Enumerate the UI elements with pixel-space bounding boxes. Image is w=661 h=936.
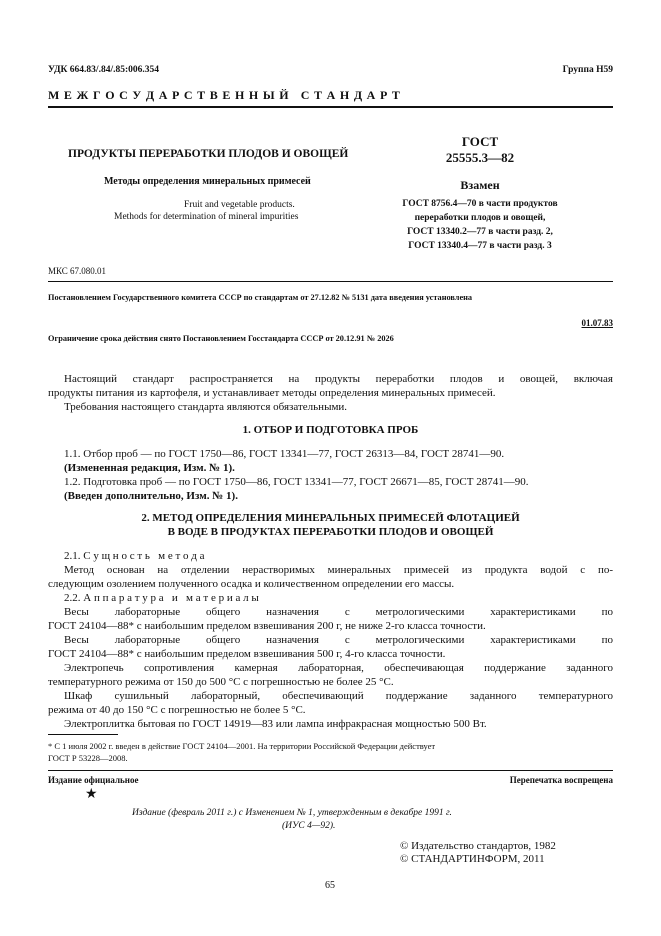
official-edition: Издание официальное xyxy=(48,775,139,785)
decree-date: 01.07.83 xyxy=(581,318,613,328)
stove-line: Электроплитка бытовая по ГОСТ 14919—83 или лампа инфракрасная мощностью 500 Вт. xyxy=(64,718,487,730)
oven-line2: режима от 40 до 150 °С с погрешностью не более 5 °С. xyxy=(48,704,306,716)
section1-item2-note: (Введен дополнительно, Изм. № 1). xyxy=(64,490,238,502)
mks-rule xyxy=(48,281,613,282)
restriction-text: Ограничение срока действия снято Постановлением Госстандарта СССР от 20.12.91 № 2026 xyxy=(48,334,394,343)
replaces-line: ГОСТ 13340.2—77 в части разд. 2, xyxy=(407,227,553,237)
header-rule xyxy=(48,106,613,108)
section1-item1: 1.1. Отбор проб — по ГОСТ 1750—86, ГОСТ 13341—77, ГОСТ 26313—84, ГОСТ 28741—90. xyxy=(64,448,505,460)
decree-text: Постановлением Государственного комитета СССР по стандартам от 27.12.82 № 5131 дата введения установлена xyxy=(48,293,473,302)
intro-mandatory: Требования настоящего стандарта являются обязательными. xyxy=(64,401,348,413)
scales2-line1: Весы лабораторные общего назначения с метрологическими характеристиками по xyxy=(64,634,613,646)
udk-code: УДК 664.83/.84/.85:006.354 xyxy=(48,65,160,75)
copyright-1982: © Издательство стандартов, 1982 xyxy=(400,840,556,852)
section2-1-title: 2.1. С у щ н о с т ь м е т о д а xyxy=(64,550,205,562)
gost-label: ГОСТ xyxy=(461,134,499,149)
footnote-rule xyxy=(48,734,118,735)
edition-note: Издание (февраль 2011 г.) с Изменением № 1, утвержденным в декабре 1991 г. xyxy=(132,808,452,818)
replaces-label: Взамен xyxy=(460,178,500,192)
copyright-2011: © СТАНДАРТИНФОРМ, 2011 xyxy=(400,853,545,865)
furnace-line1: Электропечь сопротивления камерная лабораторная, обеспечивающая поддержание заданного xyxy=(64,662,613,674)
footnote-line1: * С 1 июля 2002 г. введен в действие ГОСТ 24104—2001. На территории Российской Федерации действует xyxy=(48,741,436,751)
group-code: Группа Н59 xyxy=(562,65,613,75)
method-line1: Метод основан на отделении нерастворимых минеральных примесей из продукта водой с по- xyxy=(64,564,613,576)
section2-heading-line1: 2. МЕТОД ОПРЕДЕЛЕНИЯ МИНЕРАЛЬНЫХ ПРИМЕСЕЙ ФЛОТАЦИЕЙ xyxy=(141,512,520,524)
section1-heading: 1. ОТБОР И ПОДГОТОВКА ПРОБ xyxy=(242,424,419,436)
section1-item2: 1.2. Подготовка проб — по ГОСТ 1750—86, ГОСТ 13341—77, ГОСТ 26671—85, ГОСТ 28741—90. xyxy=(64,476,529,488)
ius-note: (ИУС 4—92). xyxy=(282,821,336,831)
doc-subtitle: Методы определения минеральных примесей xyxy=(104,176,311,187)
section2-heading-line2: В ВОДЕ В ПРОДУКТАХ ПЕРЕРАБОТКИ ПЛОДОВ И ОВОЩЕЙ xyxy=(167,526,494,538)
section2-2-title: 2.2. А п п а р а т у р а и м а т е р и а л ы xyxy=(64,592,259,604)
section1-item1-note: (Измененная редакция, Изм. № 1). xyxy=(64,462,235,474)
scales2-line2: ГОСТ 24104—88* с наибольшим пределом взвешивания 500 г, 4-го класса точности. xyxy=(48,648,446,660)
intro-line2: продукты питания из картофеля, и устанавливает методы определения минеральных примесей. xyxy=(48,387,496,399)
scales1-line2: ГОСТ 24104—88* с наибольшим пределом взвешивания 200 г, не ниже 2-го класса точности. xyxy=(48,620,486,632)
replaces-line: ГОСТ 13340.4—77 в части разд. 3 xyxy=(408,241,552,251)
footer-rule xyxy=(48,770,613,771)
page-number: 65 xyxy=(325,880,335,891)
replaces-list xyxy=(370,197,590,253)
mks-code: МКС 67.080.01 xyxy=(48,266,107,276)
reprint-prohibited: Перепечатка воспрещена xyxy=(509,775,613,785)
star-icon: ★ xyxy=(85,787,98,802)
english-title-line1: Fruit and vegetable products. xyxy=(184,200,295,210)
furnace-line2: температурного режима от 150 до 500 °С с погрешностью не более 25 °С. xyxy=(48,676,394,688)
replaces-line: переработки плодов и овощей, xyxy=(414,213,546,223)
oven-line1: Шкаф сушильный лабораторный, обеспечивающий поддержание заданного температурного xyxy=(64,690,613,702)
gost-number: 25555.3—82 xyxy=(445,150,515,165)
doc-title: ПРОДУКТЫ ПЕРЕРАБОТКИ ПЛОДОВ И ОВОЩЕЙ xyxy=(68,148,349,160)
method-line2: следующим озолением полученного осадка и количественном определении его массы. xyxy=(48,578,455,590)
english-title-line2: Methods for determination of mineral impurities xyxy=(114,212,299,222)
footnote-line2: ГОСТ Р 53228—2008. xyxy=(48,753,128,763)
standard-type: М Е Ж Г О С У Д А Р С Т В Е Н Н Ы Й С Т А Н Д А Р Т xyxy=(48,88,401,102)
replaces-line: ГОСТ 8756.4—70 в части продуктов xyxy=(402,199,558,209)
intro-line1: Настоящий стандарт распространяется на продукты переработки плодов и овощей, включая xyxy=(64,373,613,385)
scales1-line1: Весы лабораторные общего назначения с метрологическими характеристиками по xyxy=(64,606,613,618)
